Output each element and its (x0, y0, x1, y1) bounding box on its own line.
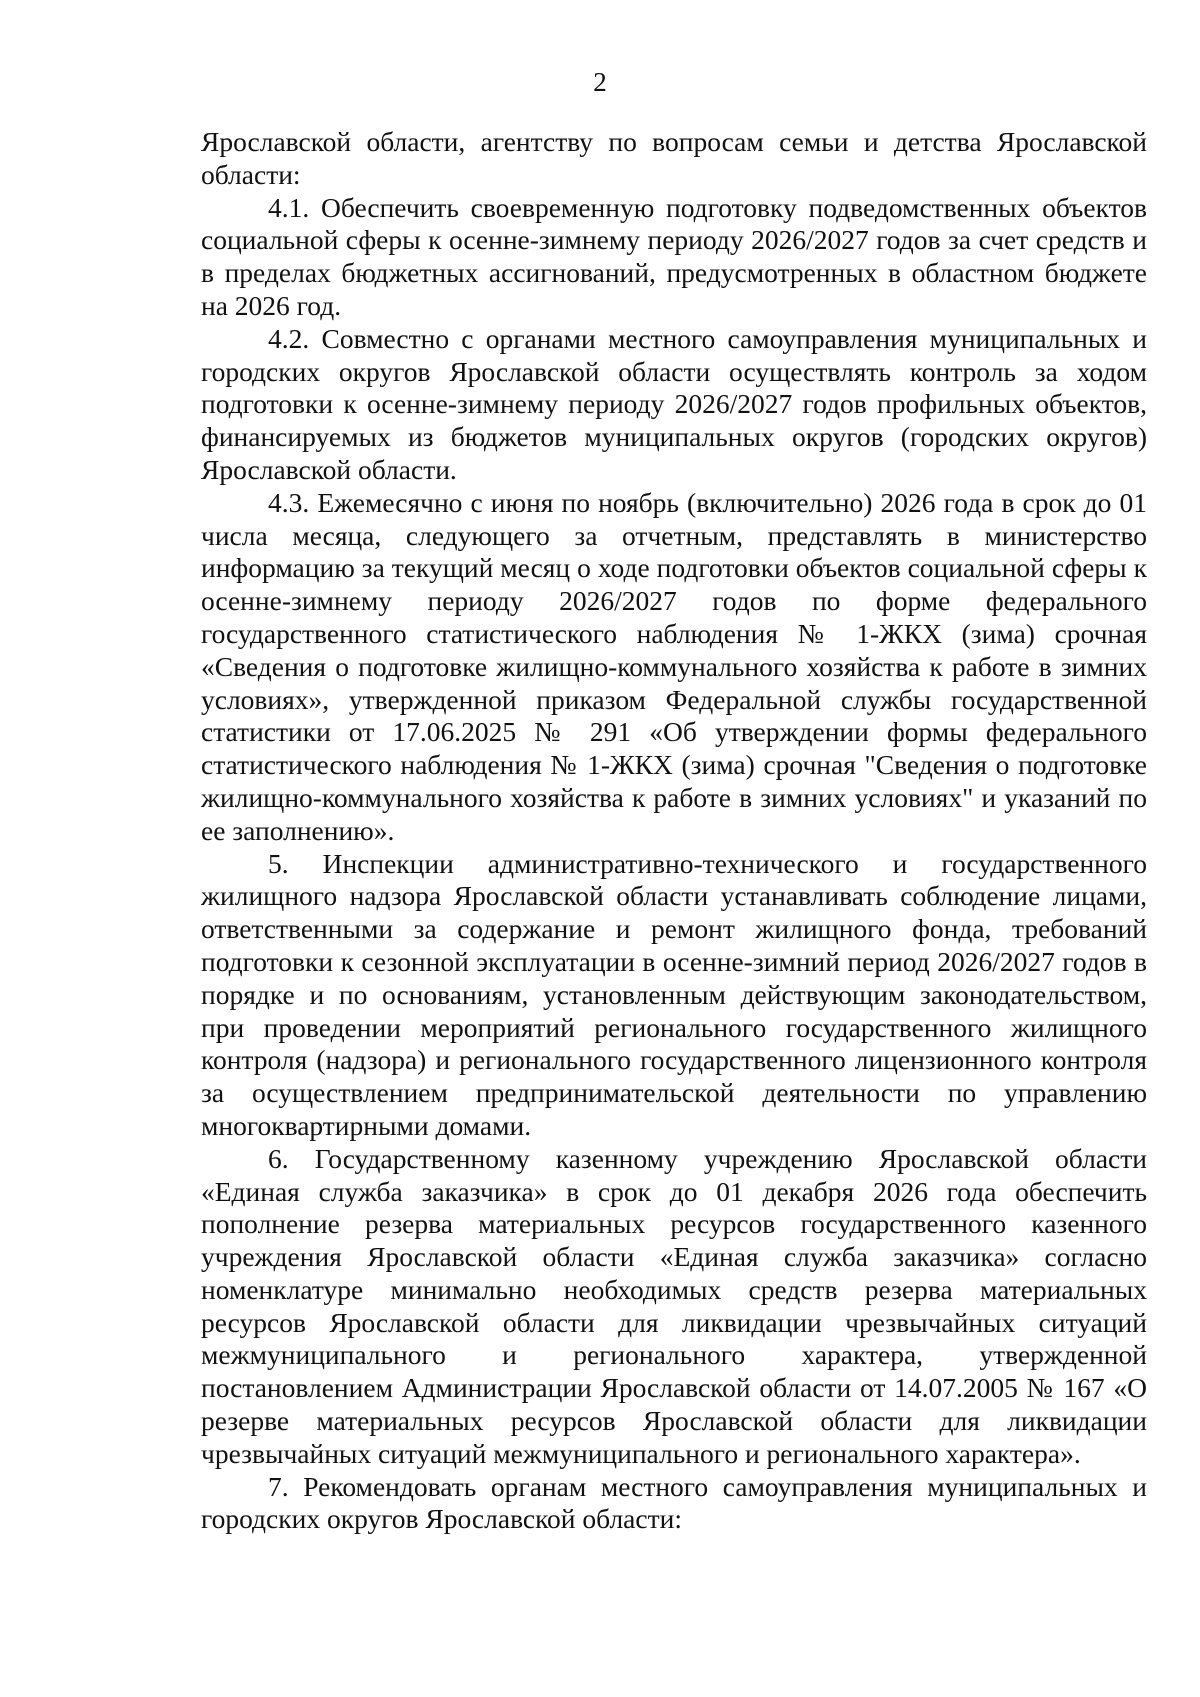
paragraph-7: 7. Рекомендовать органам местного самоуправления муниципальных и городских округов Ярославской области: (201, 1470, 1147, 1535)
paragraph-continuation: Ярославской области, агентству по вопросам семьи и детства Ярославской области: (201, 126, 1147, 190)
paragraph-4-1: 4.1. Обеспечить своевременную подготовку подведомственных объектов социальной сферы к осенне-зимнему периоду 2026/2027 годов за счет средств и в пределах бюджетных ассигнований, предусмотренных в областном бюджете на 2026 год. (201, 191, 1147, 321)
paragraph-5: 5. Инспекции административно-технического и государственного жилищного надзора Ярославской области устанавливать соблюдение лицами, ответственными за содержание и ремонт жилищного фонда, требований подготовки к сезонной эксплуатации в осенне-зимний период 2026/2027 годов в порядке и по основаниям, установленным действующим законодательством, при проведении мероприятий регионального государственного жилищного контроля (надзора) и регионального государственного лицензионного контроля за осуществлением предпринимательской деятельности по управлению многоквартирными домами. (201, 847, 1147, 1141)
paragraph-4-2: 4.2. Совместно с органами местного самоуправления муниципальных и городских округов Ярославской области осуществлять контроль за ходом подготовки к осенне-зимнему периоду 2026/2027 годов профильных объектов, финансируемых из бюджетов муниципальных округов (городских округов) Ярославской области. (201, 322, 1147, 485)
document-body (201, 126, 1147, 1536)
paragraph-6: 6. Государственному казенному учреждению Ярославской области «Единая служба заказчика» в срок до 01 декабря 2026 года обеспечить пополнение резерва материальных ресурсов государственного казенного учреждения Ярославской области «Единая служба заказчика» согласно номенклатуре минимально необходимых средств резерва материальных ресурсов Ярославской области для ликвидации чрезвычайных ситуаций межмуниципального и регионального характера, утвержденной постановлением Администрации Ярославской области от 14.07.2005 № 167 «О резерве материальных ресурсов Ярославской области для ликвидации чрезвычайных ситуаций межмуниципального и регионального характера». (201, 1142, 1147, 1469)
paragraph-4-3: 4.3. Ежемесячно с июня по ноябрь (включительно) 2026 года в срок до 01 числа месяца, следующего за отчетным, представлять в министерство информацию за текущий месяц о ходе подготовки объектов социальной сферы к осенне-зимнему периоду 2026/2027 годов по форме федерального государственного статистического наблюдения № 1-ЖКХ (зима) срочная «Сведения о подготовке жилищно-коммунального хозяйства к работе в зимних условиях», утвержденной приказом Федеральной службы государственной статистики от 17.06.2025 № 291 «Об утверждении формы федерального статистического наблюдения № 1-ЖКХ (зима) срочная "Сведения о подготовке жилищно-коммунального хозяйства к работе в зимних условиях" и указаний по ее заполнению». (201, 486, 1147, 846)
page-number: 2 (593, 67, 607, 97)
